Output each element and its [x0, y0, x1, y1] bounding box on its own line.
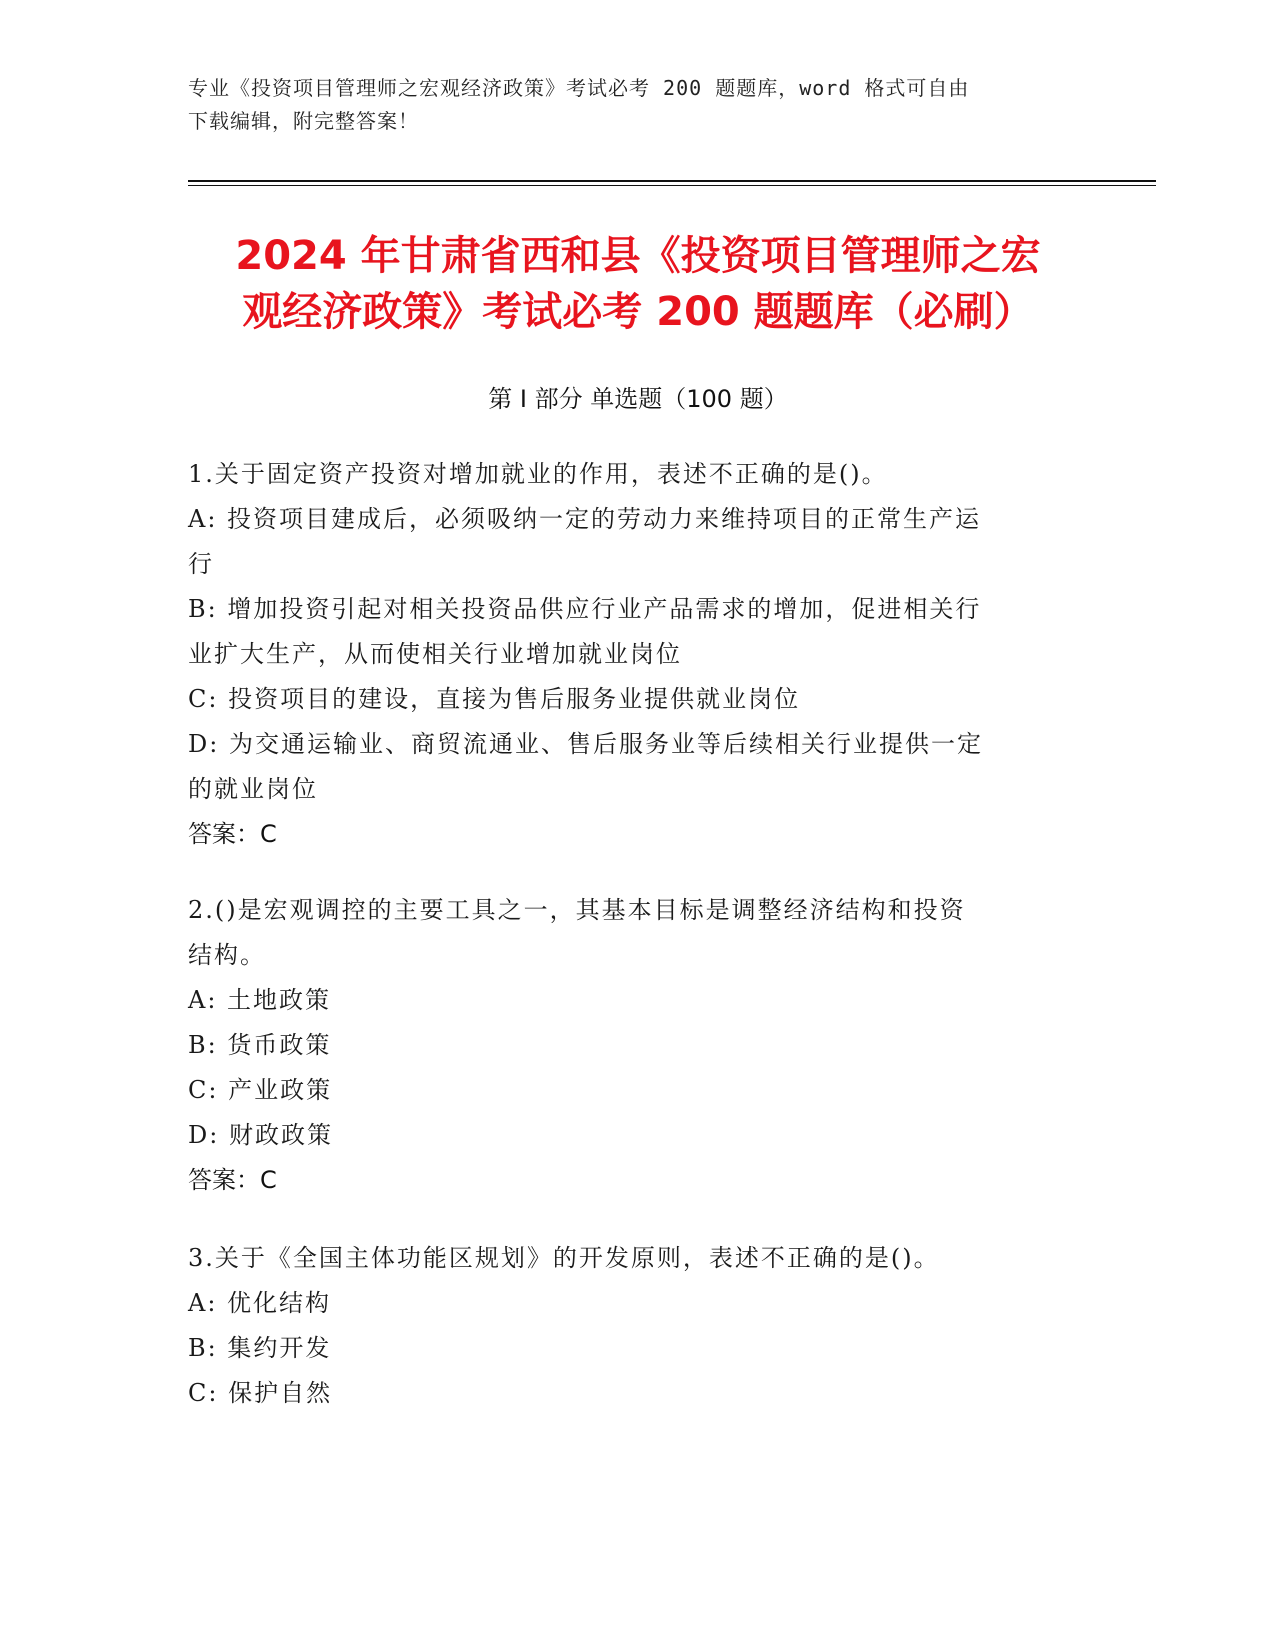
question-1 [188, 452, 1088, 857]
header-note [188, 72, 1068, 138]
option-b: B: 增加投资引起对相关投资品供应行业产品需求的增加，促进相关行 [188, 595, 982, 623]
option-b: B: 集约开发 [188, 1334, 332, 1362]
question-stem-continued: 结构。 [188, 941, 266, 969]
header-note-line-1: 专业《投资项目管理师之宏观经济政策》考试必考 200 题题库，word 格式可自由 [188, 76, 970, 100]
document-title [188, 228, 1088, 340]
question-2 [188, 888, 1088, 1203]
option-d-continued: 的就业岗位 [188, 775, 318, 803]
title-line-1: 2024 年甘肃省西和县《投资项目管理师之宏 [235, 233, 1041, 279]
question-3 [188, 1236, 1088, 1416]
option-d: D: 财政政策 [188, 1121, 333, 1149]
option-d: D: 为交通运输业、商贸流通业、售后服务业等后续相关行业提供一定 [188, 730, 983, 758]
question-stem: 3.关于《全国主体功能区规划》的开发原则，表述不正确的是()。 [188, 1244, 940, 1272]
option-a: A: 土地政策 [188, 986, 332, 1014]
option-b-continued: 业扩大生产，从而使相关行业增加就业岗位 [188, 640, 682, 668]
option-a: A: 优化结构 [188, 1289, 332, 1317]
header-divider-thin [188, 185, 1156, 186]
header-note-line-2: 下载编辑，附完整答案！ [188, 109, 419, 133]
option-c: C: 保护自然 [188, 1379, 333, 1407]
option-c: C: 产业政策 [188, 1076, 333, 1104]
option-a-continued: 行 [188, 550, 214, 578]
option-c: C: 投资项目的建设，直接为售后服务业提供就业岗位 [188, 685, 801, 713]
answer: 答案：C [188, 1166, 277, 1194]
option-b: B: 货币政策 [188, 1031, 332, 1059]
section-heading: 第 I 部分 单选题（100 题） [488, 385, 788, 413]
option-a: A: 投资项目建成后，必须吸纳一定的劳动力来维持项目的正常生产运 [188, 505, 982, 533]
question-stem: 2.()是宏观调控的主要工具之一，其基本目标是调整经济结构和投资 [188, 896, 966, 924]
title-line-2: 观经济政策》考试必考 200 题题库（必刷） [242, 289, 1034, 335]
header-divider-thick [188, 180, 1156, 182]
answer: 答案：C [188, 820, 277, 848]
question-stem: 1.关于固定资产投资对增加就业的作用，表述不正确的是()。 [188, 460, 888, 488]
